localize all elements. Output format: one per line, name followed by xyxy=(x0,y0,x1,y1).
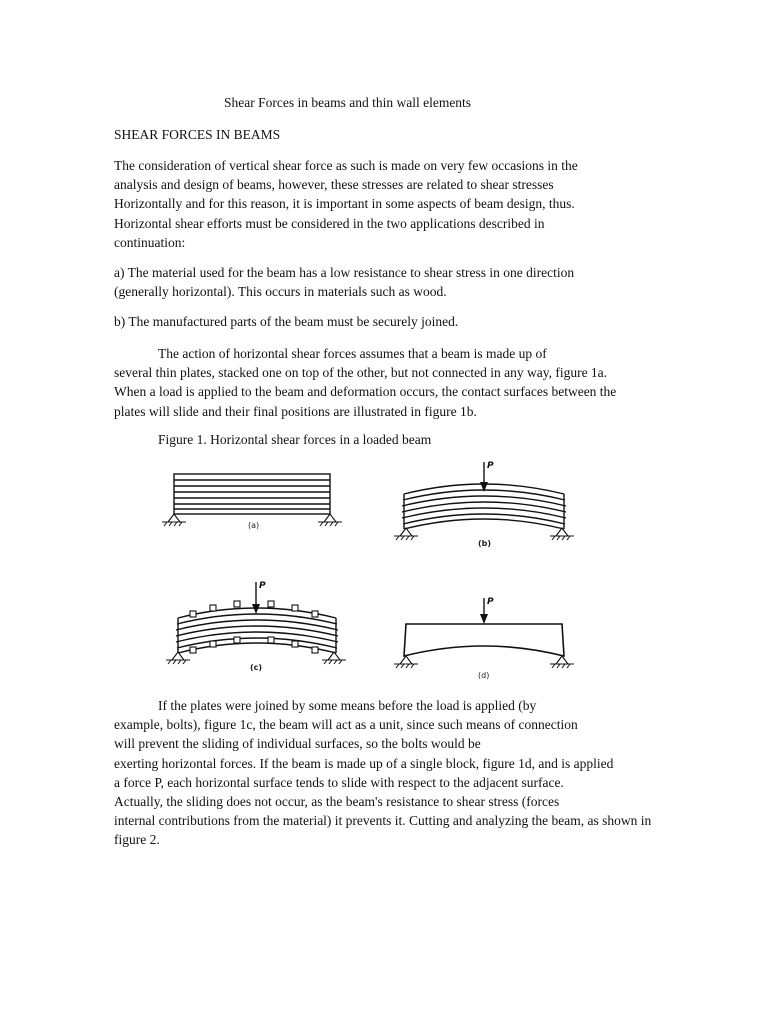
text-line: Horizontal shear efforts must be considered in the two applications described in xyxy=(114,215,545,231)
text-line: plates will slide and their final positions are illustrated in figure 1b. xyxy=(114,403,477,419)
load-label-b: P xyxy=(487,461,494,471)
section-heading: SHEAR FORCES IN BEAMS xyxy=(114,127,281,142)
text-line: The consideration of vertical shear force as such is made on very few occasions in the xyxy=(114,158,578,173)
text-line: When a load is applied to the beam and deformation occurs, the contact surfaces between the xyxy=(114,384,617,400)
text-line: a) The material used for the beam has a low resistance to shear stress in one direction xyxy=(114,265,575,280)
text-line: The action of horizontal shear forces assumes that a beam is made up of xyxy=(158,346,547,361)
load-label-c: P xyxy=(259,581,266,591)
list-item-b xyxy=(114,312,634,331)
text-line: exerting horizontal forces. If the beam is made up of a single block, figure 1d, and is applied xyxy=(114,755,614,771)
figure-1d xyxy=(392,594,576,684)
text-line: continuation: xyxy=(114,234,186,250)
list-item-a xyxy=(114,263,634,301)
load-label-d: P xyxy=(487,597,494,607)
text-line: several thin plates, stacked one on top of the other, but not connected in any way, figure 1a. xyxy=(114,365,608,381)
text-line: a force P, each horizontal surface tends to slide with respect to the adjacent surface. xyxy=(114,774,564,790)
figure-label-c: (c) xyxy=(250,663,263,672)
paragraph-intro xyxy=(114,156,634,252)
figure-label-a: (a) xyxy=(248,521,260,530)
paragraph-bolts xyxy=(114,696,652,850)
text-line: internal contributions from the material) it prevents it. Cutting and analyzing the beam, as shown in xyxy=(114,813,652,829)
text-line: b) The manufactured parts of the beam must be securely joined. xyxy=(114,314,459,329)
figure-1a xyxy=(160,466,340,536)
text-line: will prevent the sliding of individual surfaces, so the bolts would be xyxy=(114,736,481,752)
document-title: Shear Forces in beams and thin wall elements xyxy=(224,95,472,110)
figure-label-d: (d) xyxy=(478,671,490,680)
text-line: If the plates were joined by some means before the load is applied (by xyxy=(158,698,537,713)
text-line: Horizontally and for this reason, it is important in some aspects of beam design, thus. xyxy=(114,196,575,212)
figure-1c xyxy=(164,578,348,672)
figure-label-b: (b) xyxy=(478,539,492,548)
figure-caption: Figure 1. Horizontal shear forces in a loaded beam xyxy=(158,432,432,447)
text-line: analysis and design of beams, however, these stresses are related to shear stresses xyxy=(114,177,554,193)
figure-1b xyxy=(392,458,574,548)
text-line: (generally horizontal). This occurs in materials such as wood. xyxy=(114,284,447,300)
text-line: figure 2. xyxy=(114,832,160,848)
text-line: Actually, the sliding does not occur, as the beam's resistance to shear stress (forces xyxy=(114,794,560,810)
text-line: example, bolts), figure 1c, the beam will act as a unit, since such means of connection xyxy=(114,717,578,733)
paragraph-horizontal-shear xyxy=(114,344,634,421)
